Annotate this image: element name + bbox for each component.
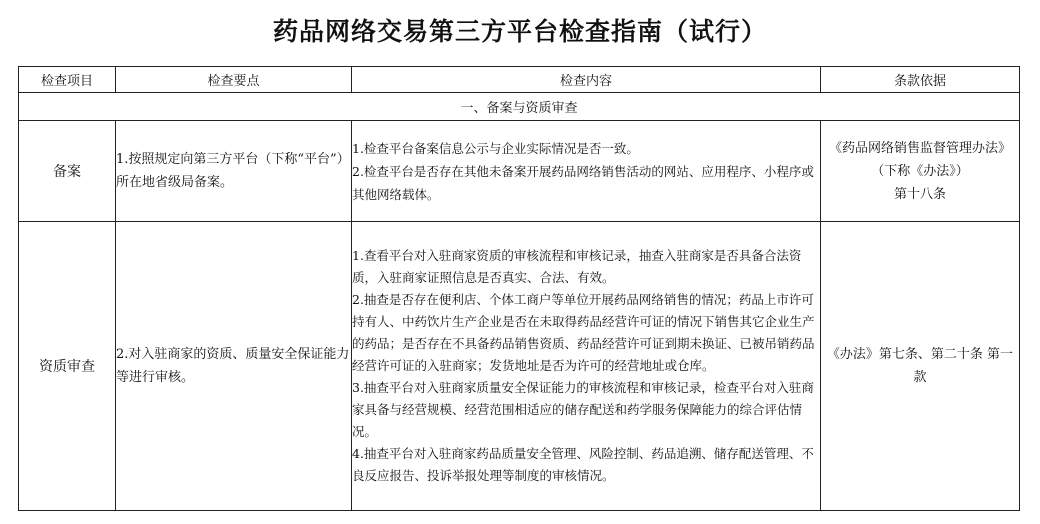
content-paragraph: 3.抽查平台对入驻商家质量安全保证能力的审核流程和审核记录，检查平台对入驻商家具备与经营规模、经营范围相适应的储存配送和药学服务保障能力的综合评估情况。 (352, 380, 814, 439)
row-inspection-points: 1.按照规定向第三方平台（下称“平台”）所在地省级局备案。 (116, 121, 352, 222)
basis-line: 《办法》第七条、第二十条 第一款 (826, 347, 1014, 385)
section-title: 一、备案与资质审查 (19, 93, 1020, 121)
inspection-guide-table (18, 66, 1020, 511)
content-paragraph: 1.检查平台备案信息公示与企业实际情况是否一致。 (352, 140, 639, 156)
row-item-label: 备案 (19, 121, 116, 222)
table-row (19, 121, 1020, 222)
basis-line: 第十八条 (893, 186, 946, 202)
row-item-label: 资质审查 (19, 222, 116, 511)
row-legal-basis (821, 121, 1020, 222)
row-inspection-points: 2.对入驻商家的资质、质量安全保证能力等进行审核。 (116, 222, 352, 511)
content-paragraph: 1.查看平台对入驻商家资质的审核流程和审核记录，抽查入驻商家是否具备合法资质，入驻商家证照信息是否真实、合法、有效。 (352, 248, 802, 285)
basis-line: 《药品网络销售监督管理办法》（下称《办法》） (828, 140, 1011, 179)
page-title: 药品网络交易第三方平台检查指南（试行） (272, 17, 767, 46)
header-inspection-points: 检查要点 (116, 67, 352, 93)
row-inspection-content (352, 121, 821, 222)
table-row (19, 222, 1020, 511)
header-inspection-item: 检查项目 (19, 67, 116, 93)
header-inspection-content: 检查内容 (352, 67, 821, 93)
table-header-row (19, 67, 1020, 93)
row-legal-basis (821, 222, 1020, 511)
content-paragraph: 4.抽查平台对入驻商家药品质量安全管理、风险控制、药品追溯、储存配送管理、不良反应报告、投诉举报处理等制度的审核情况。 (352, 446, 814, 483)
row-inspection-content (352, 222, 821, 511)
header-legal-basis: 条款依据 (821, 67, 1020, 93)
content-paragraph: 2.抽查是否存在便利店、个体工商户等单位开展药品网络销售的情况；药品上市许可持有人、中药饮片生产企业是否在未取得药品经营许可证的情况下销售其它企业生产的药品；是否存在不具备药品销售资质、药品经营许可证到期未换证、已被吊销药品经营许可证的入驻商家；发货地址是否为许可的经营地址或仓库。 (352, 292, 815, 373)
content-paragraph: 2.检查平台是否存在其他未备案开展药品网络销售活动的网站、应用程序、小程序或其他网络载体。 (352, 163, 814, 202)
section-row (19, 93, 1020, 121)
